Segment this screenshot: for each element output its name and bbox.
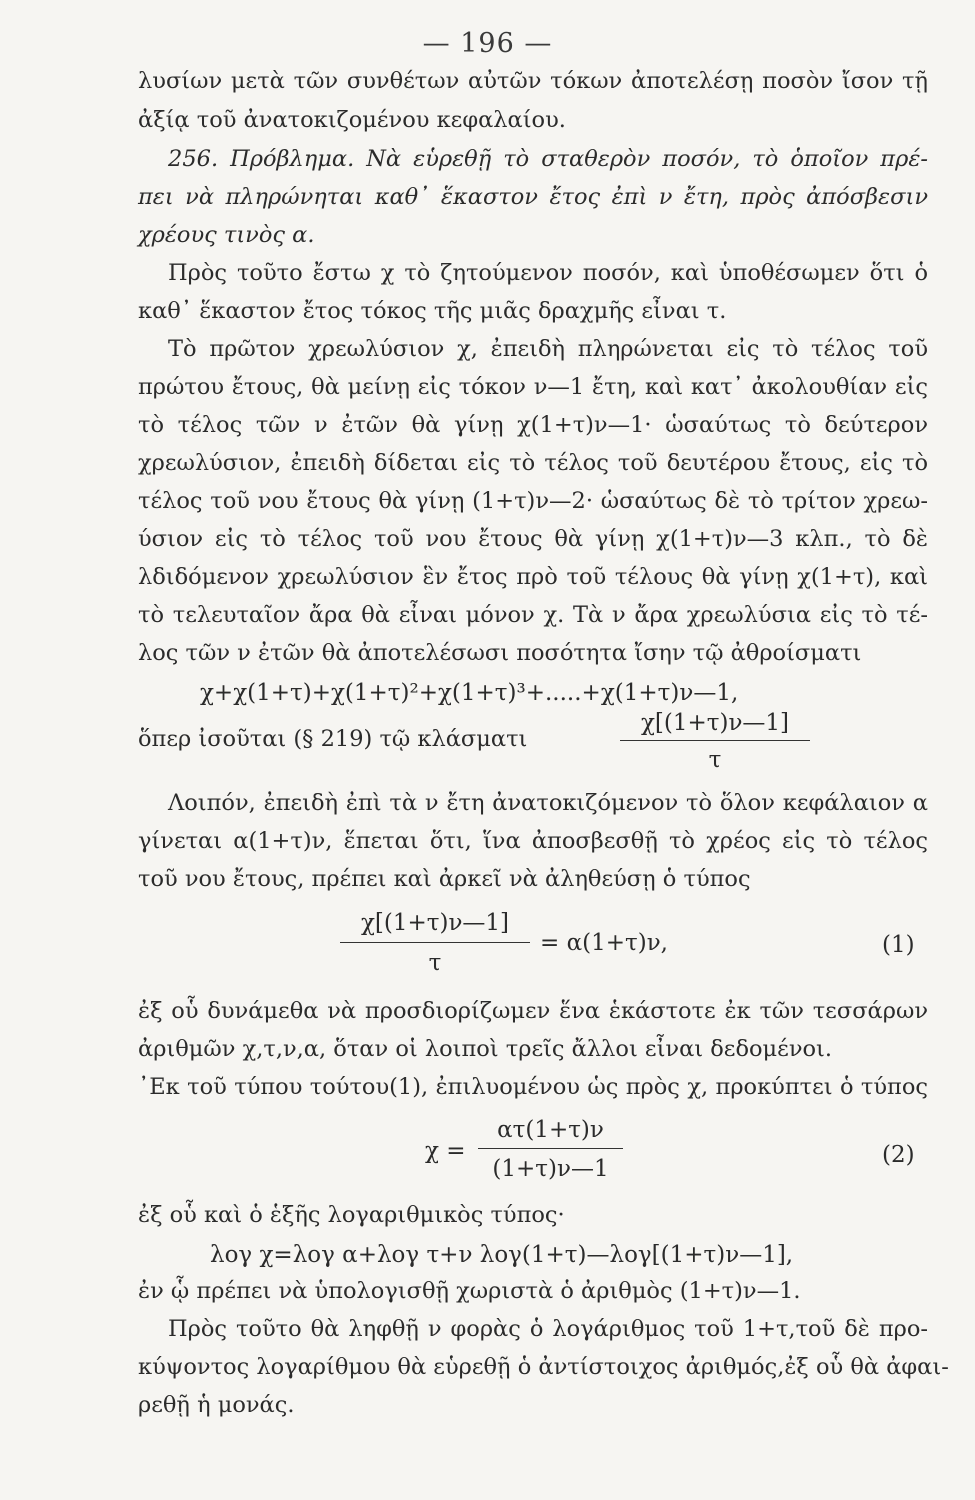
text-line: Πρὸς τοῦτο ἔστω χ τὸ ζητούμενον ποσόν, καὶ ὑποθέσωμεν ὅτι ὁ bbox=[168, 260, 928, 286]
equation2-lhs: χ = bbox=[425, 1138, 466, 1164]
page-number: — 196 — bbox=[422, 28, 553, 59]
text-line: ᾽Εκ τοῦ τύπου τούτου(1), ἐπιλυομένου ὡς πρὸς χ, προκύπτει ὁ τύπος bbox=[138, 1074, 928, 1100]
log-formula: λογ χ=λογ α+λογ τ+ν λογ(1+τ)—λογ[(1+τ)ν—1], bbox=[210, 1242, 794, 1268]
text-line: ρεθῇ ἡ μονάς. bbox=[138, 1392, 295, 1418]
equation1-numerator: χ[(1+τ)ν—1] bbox=[360, 910, 510, 936]
text-line: Τὸ πρῶτον χρεωλύσιον χ, ἐπειδὴ πληρώνεται εἰς τὸ τέλος τοῦ bbox=[168, 336, 928, 362]
text-line: τὸ τέλος τῶν ν ἐτῶν θὰ γίνῃ χ(1+τ)ν—1· ὡσαύτως τὸ δεύτερον bbox=[138, 412, 928, 438]
text-line: τοῦ νου ἔτους, πρέπει καὶ ἀρκεῖ νὰ ἀληθεύσῃ ὁ τύπος bbox=[138, 866, 751, 892]
text-line: καθ᾽ ἕκαστον ἔτος τόκος τῆς μιᾶς δραχμῆς εἶναι τ. bbox=[138, 298, 727, 324]
text-line: πρώτου ἔτους, θὰ μείνῃ εἰς τόκον ν—1 ἔτη, καὶ κατ᾽ ἀκολουθίαν εἰς bbox=[138, 374, 928, 400]
text-line: λος τῶν ν ἐτῶν θὰ ἀποτελέσωσι ποσότητα ἴσην τῷ ἀθροίσματι bbox=[138, 640, 862, 666]
equation1-rhs: = α(1+τ)ν, bbox=[540, 930, 668, 956]
text-line: ύσιον εἰς τὸ τέλος τοῦ νου ἔτους θὰ γίνῃ χ(1+τ)ν—3 κλπ., τὸ δὲ bbox=[138, 526, 928, 552]
equation2-denominator: (1+τ)ν—1 bbox=[492, 1156, 609, 1182]
text-line: πει νὰ πληρώνηται καθ᾽ ἕκαστον ἔτος ἐπὶ ν ἔτη, πρὸς ἀπόσβεσιν bbox=[138, 184, 928, 210]
text-line: κύψοντος λογαρίθμου θὰ εὑρεθῇ ὁ ἀντίστοιχος ἀριθμός,ἐξ οὗ θὰ ἀφαι- bbox=[138, 1354, 949, 1380]
sum-formula: χ+χ(1+τ)+χ(1+τ)²+χ(1+τ)³+.....+χ(1+τ)ν—1, bbox=[200, 680, 739, 706]
text-line: ἐξ οὗ καὶ ὁ ἑξῆς λογαριθμικὸς τύπος· bbox=[138, 1202, 565, 1228]
text-line: ἐν ᾧ πρέπει νὰ ὑπολογισθῇ χωριστὰ ὁ ἀριθμὸς (1+τ)ν—1. bbox=[138, 1278, 801, 1304]
equation2-bar bbox=[478, 1148, 623, 1149]
problem-heading: 256. Πρόβλημα. Νὰ εὑρεθῇ τὸ σταθερὸν ποσόν, τὸ ὁποῖον πρέ- bbox=[168, 146, 928, 172]
text-line: ὅπερ ἰσοῦται (§ 219) τῷ κλάσματι bbox=[138, 726, 528, 752]
equation2-numerator: ατ(1+τ)ν bbox=[497, 1117, 604, 1143]
text-line: χρεωλύσιον, ἐπειδὴ δίδεται εἰς τὸ τέλος τοῦ δευτέρου ἔτους, εἰς τὸ bbox=[138, 450, 928, 476]
fraction-denominator: τ bbox=[708, 747, 722, 773]
equation1-bar bbox=[340, 942, 530, 943]
text-line: λδιδόμενον χρεωλύσιον ἓν ἔτος πρὸ τοῦ τέλους θὰ γίνῃ χ(1+τ), καὶ bbox=[138, 564, 928, 590]
text-line: Πρὸς τοῦτο θὰ ληφθῇ ν φορὰς ὁ λογάριθμος τοῦ 1+τ,τοῦ δὲ προ- bbox=[168, 1316, 928, 1342]
text-line: ἐξ οὗ δυνάμεθα νὰ προσδιορίζωμεν ἕνα ἑκάστοτε ἐκ τῶν τεσσάρων bbox=[138, 998, 928, 1024]
equation1-denominator: τ bbox=[428, 950, 442, 976]
text-line: τέλος τοῦ νου ἔτους θὰ γίνῃ (1+τ)ν—2· ὡσαύτως δὲ τὸ τρίτον χρεω- bbox=[138, 488, 928, 514]
equation1-label: (1) bbox=[882, 932, 915, 958]
fraction-bar bbox=[620, 740, 810, 741]
text-line: ἀριθμῶν χ,τ,ν,α, ὅταν οἱ λοιποὶ τρεῖς ἄλλοι εἶναι δεδομένοι. bbox=[138, 1036, 833, 1062]
text-line: τὸ τελευταῖον ἄρα θὰ εἶναι μόνον χ. Τὰ ν ἄρα χρεωλύσια εἰς τὸ τέ- bbox=[138, 602, 928, 628]
text-line: ἀξίᾳ τοῦ ἀνατοκιζομένου κεφαλαίου. bbox=[138, 107, 566, 133]
text-line: γίνεται α(1+τ)ν, ἕπεται ὅτι, ἵνα ἀποσβεσθῇ τὸ χρέος εἰς τὸ τέλος bbox=[138, 828, 928, 854]
text-line: λυσίων μετὰ τῶν συνθέτων αὐτῶν τόκων ἀποτελέσῃ ποσὸν ἴσον τῇ bbox=[138, 68, 928, 94]
text-line: Λοιπόν, ἐπειδὴ ἐπὶ τὰ ν ἔτη ἀνατοκιζόμενον τὸ ὅλον κεφάλαιον α bbox=[168, 790, 928, 816]
text-line: χρέους τινὸς α. bbox=[138, 222, 315, 248]
equation2-label: (2) bbox=[882, 1142, 915, 1168]
fraction-numerator: χ[(1+τ)ν—1] bbox=[640, 710, 790, 736]
